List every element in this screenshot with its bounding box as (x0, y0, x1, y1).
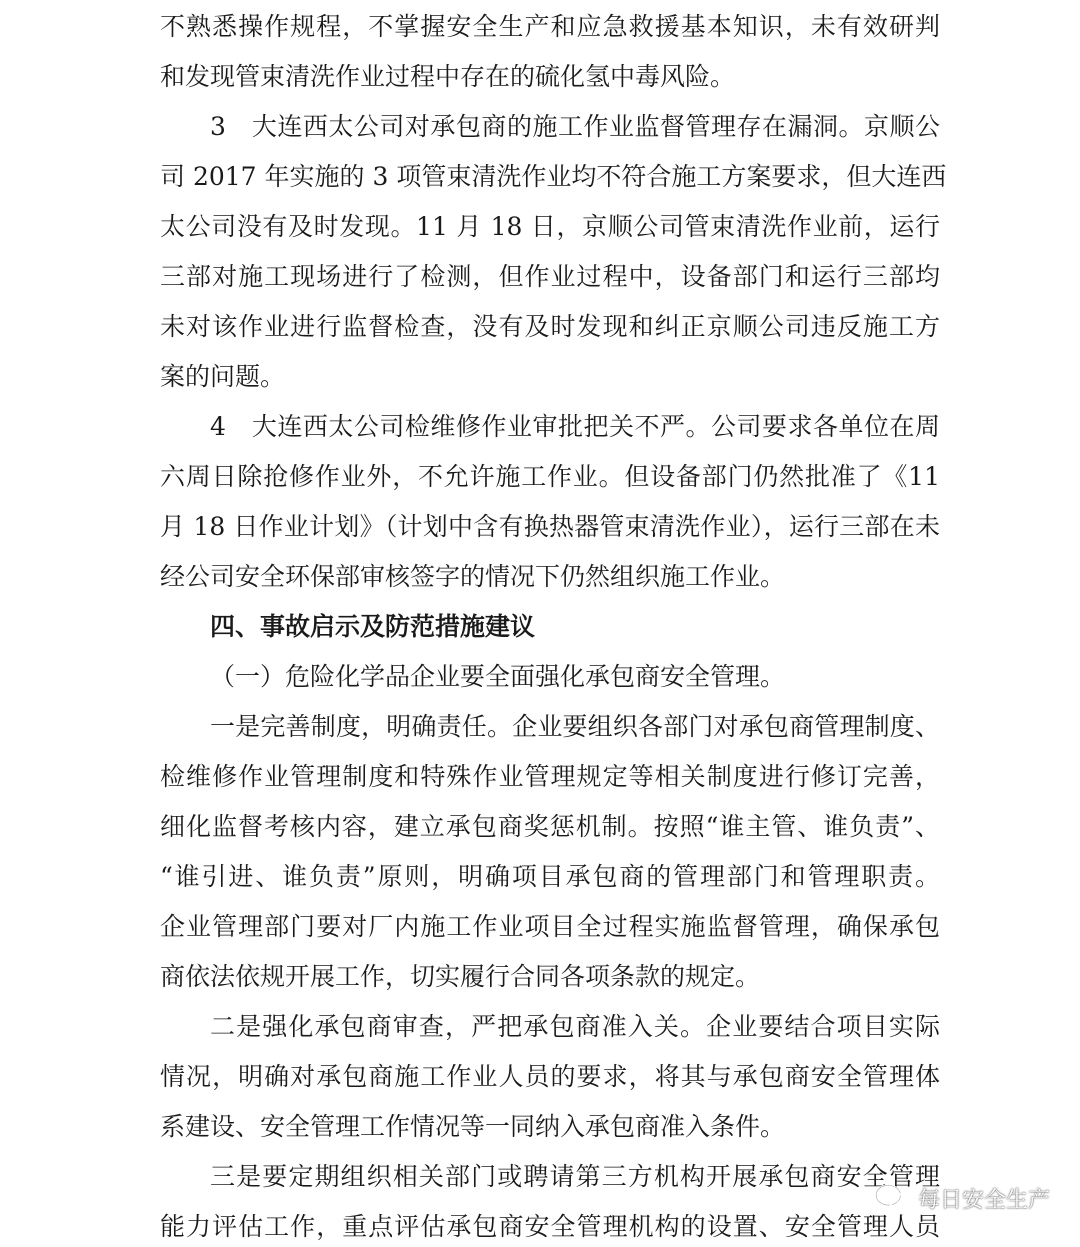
wechat-icon (874, 1183, 912, 1213)
text-line: 二是强化承包商审查，严把承包商准入关。企业要结合项目实际 (210, 1012, 940, 1041)
text-line: 司 2017 年实施的 3 项管束清洗作业均不符合施工方案要求，但大连西 (160, 162, 947, 191)
text-line: 情况，明确对承包商施工作业人员的要求，将其与承包商安全管理体 (160, 1062, 940, 1091)
text-line: 3 大连西太公司对承包商的施工作业监督管理存在漏洞。京顺公 (210, 112, 940, 141)
text-line: 检维修作业管理制度和特殊作业管理规定等相关制度进行修订完善， (160, 762, 940, 791)
text-line: 企业管理部门要对厂内施工作业项目全过程实施监督管理，确保承包 (160, 912, 940, 941)
text-line: 三部对施工现场进行了检测，但作业过程中，设备部门和运行三部均 (160, 262, 940, 291)
text-line: 商依法依规开展工作，切实履行合同各项条款的规定。 (160, 962, 761, 991)
text-line: 4 大连西太公司检维修作业审批把关不严。公司要求各单位在周 (210, 412, 940, 441)
text-line: 系建设、安全管理工作情况等一同纳入承包商准入条件。 (160, 1112, 786, 1141)
section-heading: 四、事故启示及防范措施建议 (210, 612, 536, 641)
text-line: 六周日除抢修作业外，不允许施工作业。但设备部门仍然批准了《11 (160, 462, 940, 491)
watermark-text: 每日安全生产 (917, 1187, 1050, 1213)
text-line: 不熟悉操作规程，不掌握安全生产和应急救援基本知识，未有效研判 (160, 12, 940, 41)
watermark (874, 1180, 1050, 1216)
text-line: 月 18 日作业计划》（计划中含有换热器管束清洗作业），运行三部在未 (160, 512, 940, 541)
text-line: 和发现管束清洗作业过程中存在的硫化氢中毒风险。 (160, 62, 736, 91)
text-line: 未对该作业进行监督检查，没有及时发现和纠正京顺公司违反施工方 (160, 312, 940, 341)
text-line: “谁引进、谁负责”原则，明确项目承包商的管理部门和管理职责。 (160, 862, 940, 891)
text-line: 细化监督考核内容，建立承包商奖惩机制。按照“谁主管、谁负责”、 (160, 812, 940, 841)
subsection-heading: （一）危险化学品企业要全面强化承包商安全管理。 (210, 662, 786, 691)
text-line: 案的问题。 (160, 362, 286, 391)
text-line: 能力评估工作，重点评估承包商安全管理机构的设置、安全管理人员 (160, 1212, 940, 1241)
text-line: 三是要定期组织相关部门或聘请第三方机构开展承包商安全管理 (210, 1162, 940, 1191)
text-line: 太公司没有及时发现。11 月 18 日，京顺公司管束清洗作业前，运行 (160, 212, 940, 241)
text-line: 经公司安全环保部审核签字的情况下仍然组织施工作业。 (160, 562, 786, 591)
text-line: 一是完善制度，明确责任。企业要组织各部门对承包商管理制度、 (210, 712, 940, 741)
